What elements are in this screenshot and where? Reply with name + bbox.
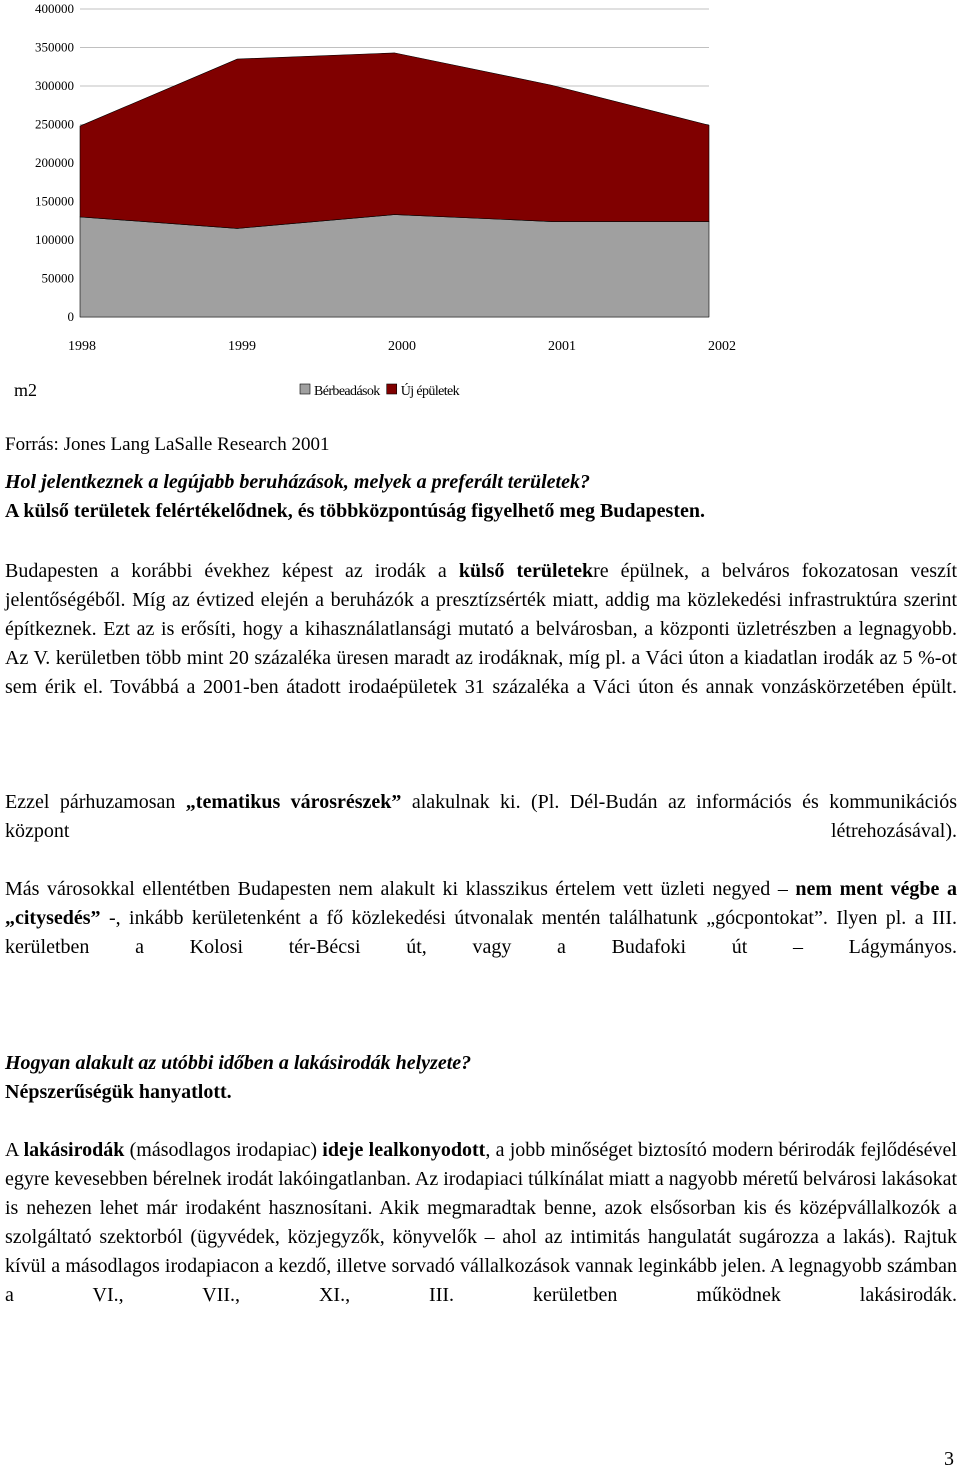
x-axis-labels — [68, 339, 736, 354]
area-series-2 — [80, 53, 709, 229]
question-1-line-2: A külső területek felértékelődnek, és többközpontúság figyelhető meg Budapesten. — [5, 500, 705, 522]
p2-text-c: alakulnak ki. (Pl. Dél-Budán az információs és kommunikációs központ létrehozásával). — [5, 791, 957, 842]
legend-swatch-1 — [300, 384, 310, 394]
y-tick-label-400000: 400000 — [35, 1, 74, 16]
p4-text-c: (másodlagos irodapiac) — [124, 1139, 323, 1161]
source-note: Forrás: Jones Lang LaSalle Research 2001 — [5, 434, 330, 455]
paragraph-home-offices — [5, 1136, 957, 1310]
question-2 — [5, 1049, 957, 1107]
y-tick-label-300000: 300000 — [35, 78, 74, 93]
p1-emphasis: külső területek — [458, 560, 594, 582]
y-tick-label-350000: 350000 — [35, 39, 74, 55]
unit-label: m2 — [14, 380, 38, 400]
x-tick-label-2002: 2002 — [708, 339, 736, 354]
chart-areas — [80, 53, 709, 317]
y-tick-label-0: 0 — [67, 309, 74, 324]
chart-legend — [300, 382, 460, 399]
legend-label-1: Bérbeadások — [314, 384, 380, 399]
p1-text-a: Budapesten a korábbi évekhez képest az irodák a — [5, 560, 459, 582]
x-tick-label-1998: 1998 — [68, 339, 96, 354]
p3-emphasis: nem ment végbe a „citysedés” — [5, 878, 957, 929]
y-tick-label-100000: 100000 — [35, 232, 74, 247]
page-number: 3 — [944, 1448, 954, 1470]
y-axis-labels — [35, 1, 74, 324]
question-1-line-1: Hol jelentkeznek a legújabb beruházások, melyek a preferált területek? — [5, 471, 590, 493]
question-1 — [5, 468, 957, 526]
p1-text-c: re épülnek, a belváros fokozatosan veszít jelentőségéből. Míg az évtized elején a beruházók a presztízsérték miatt, addig ma közlekedési infrastruktúra szerint építkeznek. Ezt az is erősíti, hogy a kihasználatlansági mutató a belvárosban, a központi üzletrészben a legnagyobb. Az V. kerületben több mint 20 százaléka üresen maradt az irodáknak, míg pl. a Váci úton a kiadatlan irodák az 5 %-ot sem érik el. Továbbá a 2001-ben átadott irodaépületek 31 százaléka a Váci úton és annak vonzáskörzetében épült. — [5, 560, 957, 698]
y-tick-label-50000: 50000 — [41, 270, 74, 286]
legend-swatch-2 — [387, 384, 397, 394]
p2-emphasis: „tematikus városrészek” — [185, 791, 402, 813]
y-tick-label-250000: 250000 — [35, 116, 74, 132]
question-2-line-2: Népszerűségük hanyatlott. — [5, 1081, 232, 1103]
paragraph-business-district — [5, 875, 957, 962]
paragraph-thematic-districts — [5, 788, 957, 846]
y-tick-label-200000: 200000 — [35, 155, 74, 170]
x-tick-label-1999: 1999 — [228, 339, 256, 354]
area-series-1 — [80, 215, 709, 317]
x-tick-label-2001: 2001 — [548, 339, 576, 354]
p3-text-c: -, inkább kerületenként a fő közlekedési útvonalak mentén találhatunk „gócpontokat”. Ilyen pl. a III. kerületben a Kolosi tér-Bécsi út, vagy a Budafoki út – Lágymányos. — [5, 907, 957, 958]
x-tick-label-2000: 2000 — [388, 339, 416, 354]
question-2-line-1: Hogyan alakult az utóbbi időben a lakásirodák helyzete? — [5, 1052, 472, 1074]
p3-text-a: Más városokkal ellentétben Budapesten nem alakult ki klasszikus értelem vett üzleti negyed – — [5, 878, 796, 900]
p4-text-e: , a jobb minőséget biztosító modern bérirodák fejlődésével egyre kevesebben bérelnek irodát lakóingatlanban. Az irodapiaci túlkínálat miatt a nagyobb méretű belvárosi lakásokat is nehezen lehet már irodaként hasznosítani. Akik megmaradtak benne, azok elsősorban kis és középvállalkozók a szolgáltató szektorból (ügyvédek, közjegyzők, könyvelők – ahol az intimitás hangulatát sugározza a lakás). Rajtuk kívül a másodlagos irodapiacon a kezdő, illetve sorvadó vállalkozások vannak leginkább jelen. A legnagyobb számban a VI., VII., XI., III. kerületben működnek lakásirodák. — [5, 1139, 957, 1306]
y-tick-label-150000: 150000 — [35, 193, 74, 209]
p2-text-a: Ezzel párhuzamosan — [5, 791, 186, 813]
p4-emphasis-1: lakásirodák — [23, 1139, 125, 1161]
paragraph-outer-districts — [5, 557, 957, 702]
legend-label-2: Új épületek — [400, 384, 460, 399]
office-area-chart — [0, 0, 960, 420]
p4-text-a: A — [5, 1139, 24, 1161]
p4-emphasis-2: ideje lealkonyodott — [322, 1139, 486, 1161]
